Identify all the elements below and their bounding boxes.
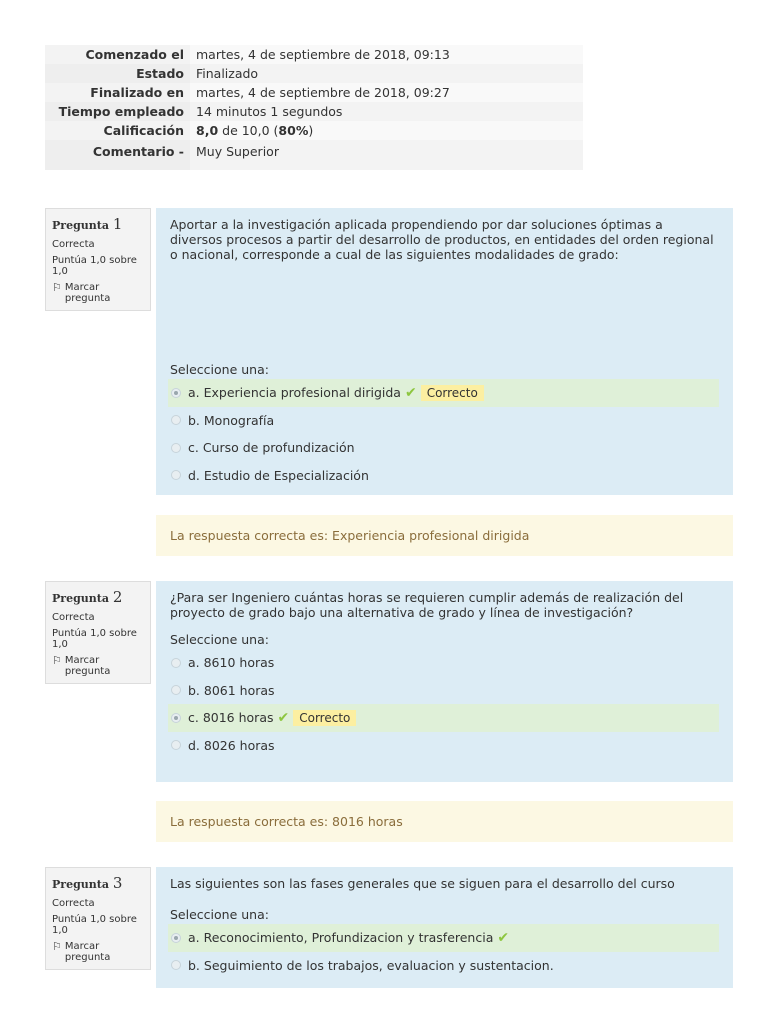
summary-value: Finalizado bbox=[190, 64, 583, 83]
option-label: c. 8016 horas bbox=[188, 710, 274, 726]
option-label: c. Curso de profundización bbox=[188, 440, 355, 456]
answer-options bbox=[168, 924, 719, 979]
summary-value bbox=[190, 121, 583, 140]
grade-percent: 80% bbox=[278, 123, 309, 138]
radio-icon[interactable] bbox=[171, 470, 181, 480]
option-label: a. 8610 horas bbox=[188, 655, 275, 671]
flag-question-link[interactable] bbox=[52, 655, 145, 677]
answer-options bbox=[168, 649, 719, 759]
right-answer-1: La respuesta correcta es: Experiencia profesional dirigida bbox=[156, 515, 733, 556]
option-label: b. Seguimiento de los trabajos, evaluacion y sustentacion. bbox=[188, 957, 554, 973]
question-content-3 bbox=[156, 867, 733, 988]
option-c[interactable] bbox=[168, 704, 719, 732]
radio-icon[interactable] bbox=[171, 933, 181, 943]
question-number bbox=[52, 874, 145, 892]
radio-icon[interactable] bbox=[171, 443, 181, 453]
question-info-2 bbox=[45, 581, 151, 684]
summary-label: Calificación bbox=[45, 121, 190, 140]
option-a[interactable] bbox=[168, 649, 719, 677]
correct-feedback: Correcto bbox=[293, 710, 356, 726]
answer-options bbox=[168, 379, 719, 489]
question-num: 2 bbox=[112, 588, 123, 606]
question-text: Aportar a la investigación aplicada propendiendo por dar soluciones óptimas a diversos procesos a partir del desarrollo de productos, en entidades del orden regional o nacional, corresponde a cual de las siguientes modalidades de grado: bbox=[170, 217, 714, 262]
summary-row-comment bbox=[45, 140, 583, 170]
check-icon: ✔ bbox=[404, 384, 417, 401]
correct-feedback: Correcto bbox=[421, 385, 484, 401]
question-label: Pregunta bbox=[52, 592, 109, 605]
option-label: b. 8061 horas bbox=[188, 682, 275, 698]
radio-icon[interactable] bbox=[171, 388, 181, 398]
select-prompt: Seleccione una: bbox=[170, 362, 269, 377]
option-d[interactable] bbox=[168, 462, 719, 490]
question-grade: Puntúa 1,0 sobre 1,0 bbox=[52, 255, 137, 277]
flag-icon: ⚐ bbox=[52, 940, 62, 953]
check-icon: ✔ bbox=[497, 929, 510, 946]
grade-mid: de 10,0 ( bbox=[218, 123, 279, 138]
attempt-summary-table bbox=[45, 45, 583, 170]
summary-row-grade bbox=[45, 121, 583, 140]
radio-icon[interactable] bbox=[171, 415, 181, 425]
flag-label: Marcar pregunta bbox=[64, 282, 111, 304]
question-state: Correcta bbox=[52, 898, 95, 909]
question-info-1 bbox=[45, 208, 151, 311]
flag-icon: ⚐ bbox=[52, 281, 62, 294]
question-label: Pregunta bbox=[52, 219, 109, 232]
question-number bbox=[52, 215, 145, 233]
flag-label: Marcar pregunta bbox=[64, 655, 111, 677]
question-content-1 bbox=[156, 208, 733, 495]
question-grade: Puntúa 1,0 sobre 1,0 bbox=[52, 914, 137, 936]
summary-label: Comentario - bbox=[45, 140, 190, 170]
option-a[interactable] bbox=[168, 379, 719, 407]
summary-value: martes, 4 de septiembre de 2018, 09:27 bbox=[190, 83, 583, 102]
question-text: ¿Para ser Ingeniero cuántas horas se requieren cumplir además de realización del proyecto de grado bajo una alternativa de grado y línea de investigación? bbox=[170, 590, 684, 620]
check-icon: ✔ bbox=[277, 709, 290, 726]
option-label: a. Experiencia profesional dirigida bbox=[188, 385, 401, 401]
question-grade: Puntúa 1,0 sobre 1,0 bbox=[52, 628, 137, 650]
summary-label: Estado bbox=[45, 64, 190, 83]
flag-question-link[interactable] bbox=[52, 941, 145, 963]
grade-end: ) bbox=[308, 123, 314, 138]
radio-icon[interactable] bbox=[171, 685, 181, 695]
question-number bbox=[52, 588, 145, 606]
right-answer-2: La respuesta correcta es: 8016 horas bbox=[156, 801, 733, 842]
flag-label: Marcar pregunta bbox=[64, 941, 111, 963]
option-a[interactable] bbox=[168, 924, 719, 952]
radio-icon[interactable] bbox=[171, 658, 181, 668]
option-d[interactable] bbox=[168, 732, 719, 760]
flag-icon: ⚐ bbox=[52, 654, 62, 667]
summary-row-state bbox=[45, 64, 583, 83]
summary-label: Finalizado en bbox=[45, 83, 190, 102]
summary-label: Tiempo empleado bbox=[45, 102, 190, 121]
option-label: d. 8026 horas bbox=[188, 737, 275, 753]
select-prompt: Seleccione una: bbox=[170, 907, 269, 922]
flag-question-link[interactable] bbox=[52, 282, 145, 304]
option-b[interactable] bbox=[168, 677, 719, 705]
question-state: Correcta bbox=[52, 239, 95, 250]
summary-row-finished bbox=[45, 83, 583, 102]
question-state: Correcta bbox=[52, 612, 95, 623]
summary-value: Muy Superior bbox=[190, 140, 583, 170]
option-label: d. Estudio de Especialización bbox=[188, 467, 369, 483]
summary-row-time-taken bbox=[45, 102, 583, 121]
summary-value: martes, 4 de septiembre de 2018, 09:13 bbox=[190, 45, 583, 64]
option-c[interactable] bbox=[168, 434, 719, 462]
question-info-3 bbox=[45, 867, 151, 970]
question-num: 3 bbox=[112, 874, 123, 892]
summary-row-started bbox=[45, 45, 583, 64]
radio-icon[interactable] bbox=[171, 713, 181, 723]
question-text: Las siguientes son las fases generales que se siguen para el desarrollo del curso bbox=[170, 876, 675, 891]
option-label: b. Monografía bbox=[188, 412, 275, 428]
summary-label: Comenzado el bbox=[45, 45, 190, 64]
question-label: Pregunta bbox=[52, 878, 109, 891]
grade-score: 8,0 bbox=[196, 123, 219, 138]
summary-value: 14 minutos 1 segundos bbox=[190, 102, 583, 121]
option-label: a. Reconocimiento, Profundizacion y trasferencia bbox=[188, 930, 494, 946]
radio-icon[interactable] bbox=[171, 740, 181, 750]
radio-icon[interactable] bbox=[171, 960, 181, 970]
select-prompt: Seleccione una: bbox=[170, 632, 269, 647]
question-num: 1 bbox=[112, 215, 123, 233]
question-content-2 bbox=[156, 581, 733, 782]
option-b[interactable] bbox=[168, 952, 719, 980]
option-b[interactable] bbox=[168, 407, 719, 435]
